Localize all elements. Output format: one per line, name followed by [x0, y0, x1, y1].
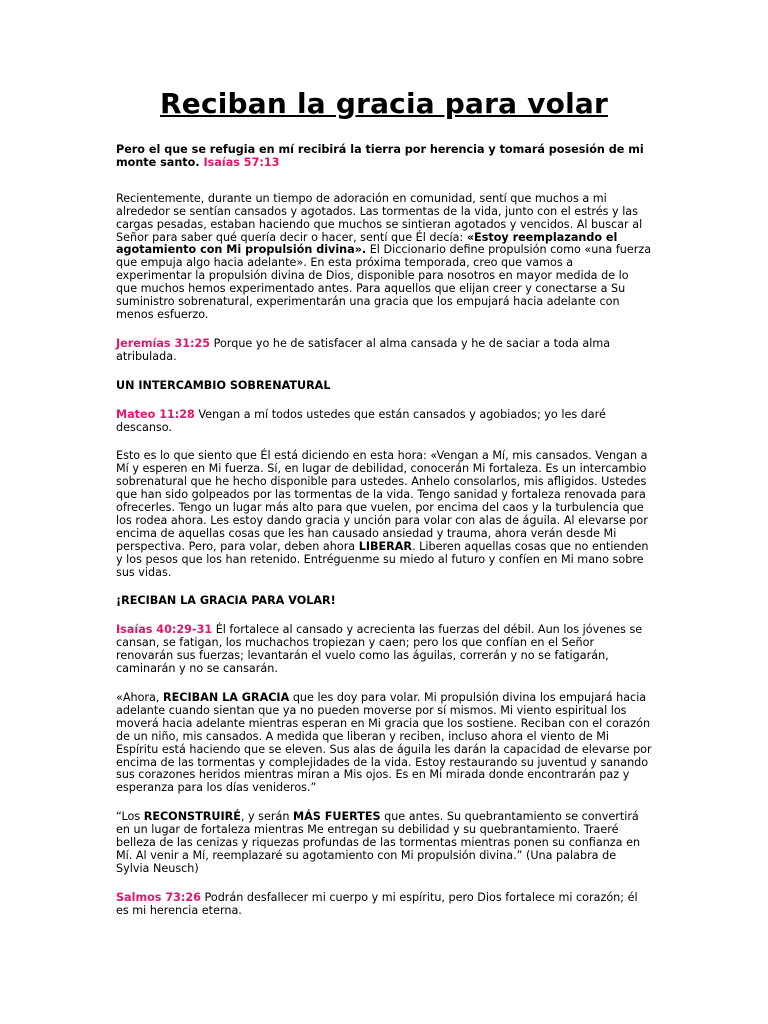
- paragraph-reciban-text-a: «Ahora,: [116, 691, 164, 704]
- verse-isaias-text: Él fortalece al cansado y acrecienta las fuerzas del débil. Aun los jóvenes se cansan, se fatigan, los muchachos tropiezan y caen; pero los que confían en el Señor renovarán sus fuerzas; levantarán el vuelo como las águilas, correrán y no se fatigarán, caminarán y no se cansarán.: [116, 623, 643, 676]
- document-page: [116, 86, 652, 934]
- paragraph-reciban-text-b: que les doy para volar. Mi propulsión divina los empujará hacia adelante cuando sientan que ya no pueden moverse por sí mismos. Mi viento espiritual los moverá hacia adelante mientras esperan en Mi gracia que los sostiene. Reciban con el corazón de un niño, mis cansados. A medida que liberan y reciben, incluso ahora el viento de Mi Espíritu está haciendo que se eleven. Sus alas de águila les darán la capacidad de elevarse por encima de las tormentas y complejidades de la vida. Estoy restaurando su juventud y sanando sus corazones heridos mientras miran a Mis ojos. Es en Mi mirada donde encontrarán paz y esperanza para los días venideros.”: [116, 691, 652, 795]
- paragraph-opening: [116, 193, 652, 322]
- paragraph-reciban-gracia: [116, 692, 652, 795]
- paragraph-prophetic-text-a: Esto es lo que siento que Él está diciendo en esta hora: «Vengan a Mí, mis cansados. Vengan a Mí y esperen en Mi fuerza. Sí, en lugar de debilidad, conocerán Mi fortaleza. Es un intercambio sobrenatural que he hecho disponible para ustedes. Anhelo consolarlos, mis afligidos. Ustedes que han sido golpeados por las tormentas de la vida. Tengo sanidad y fortaleza renovada para ofrecerles. Tengo un lugar más alto para que vuelen, por encima del caos y la turbulencia que los rodea ahora. Les estoy dando gracia y unción para volar con alas de águila. Al elevarse por encima de aquellas cosas que les han causado ansiedad y trauma, ahora verán desde Mi perspectiva. Pero, para volar, deben ahora: [116, 449, 648, 553]
- verse-salmos-text: Podrán desfallecer mi cuerpo y mi espíritu, pero Dios fortalece mi corazón; él es mi herencia eterna.: [116, 890, 638, 917]
- intro-verse-text: Pero el que se refugia en mí recibirá la tierra por herencia y tomará posesión de mi monte santo.: [116, 143, 644, 169]
- intro-verse: [116, 144, 652, 170]
- verse-isaias-reference: Isaías 40:29-31: [116, 623, 213, 637]
- verse-mateo-reference: Mateo 11:28: [116, 407, 195, 421]
- paragraph-opening-text-a: Recientemente, durante un tiempo de adoración en comunidad, sentí que muchos a mi alrededor se sentían cansados y agotados. Las tormentas de la vida, junto con el estrés y las cargas pesadas, estaban haciendo que muchos se sintieran agotados y vencidos. Al buscar al Señor para saber qué quería decir o hacer, sentí que Él decía:: [116, 191, 643, 244]
- verse-mateo-text: Vengan a mí todos ustedes que están cansados y agobiados; yo les daré descanso.: [116, 407, 606, 434]
- paragraph-prophetic-text-b: . Liberen aquellas cosas que no entienden y los pesos que los han retenido. Entréguenme su miedo al futuro y confíen en Mi mano sobre sus vidas.: [116, 539, 649, 579]
- paragraph-reconstruire-text-c: que antes. Su quebrantamiento se convertirá en un lugar de fortaleza mientras Me entregan su debilidad y su quebrantamiento. Traeré belleza de las cenizas y riquezas profundas de las tormentas mientras ponen su confianza en Mí. Al venir a Mí, reemplazaré su agotamiento con Mi propulsión divina.” (Una palabra de Sylvia Neusch): [116, 810, 641, 875]
- paragraph-reconstruire: [116, 811, 652, 876]
- verse-jeremias: [116, 338, 652, 364]
- verse-salmos: [116, 892, 652, 918]
- paragraph-prophetic-word: [116, 450, 652, 579]
- paragraph-reconstruire-text-b: , y serán: [240, 810, 293, 824]
- document-title: Reciban la gracia para volar: [160, 87, 608, 120]
- paragraph-reconstruire-text-a: “Los: [116, 810, 144, 824]
- paragraph-reciban-bold: RECIBAN LA GRACIA: [163, 691, 290, 704]
- section-heading-intercambio: UN INTERCAMBIO SOBRENATURAL: [116, 378, 331, 392]
- paragraph-opening-bold: «Estoy reemplazando el agotamiento con Mi propulsión divina».: [116, 230, 618, 257]
- section-heading-reciban: ¡RECIBAN LA GRACIA PARA VOLAR!: [116, 594, 336, 608]
- paragraph-prophetic-bold: LIBERAR: [358, 539, 413, 553]
- verse-mateo: [116, 409, 652, 435]
- verse-salmos-reference: Salmos 73:26: [116, 890, 201, 904]
- paragraph-reconstruire-bold-1: RECONSTRUIRÉ: [143, 810, 241, 824]
- verse-jeremias-reference: Jeremías 31:25: [116, 336, 211, 350]
- verse-jeremias-text: Porque yo he de satisfacer al alma cansada y he de saciar a toda alma atribulada.: [116, 336, 611, 363]
- paragraph-opening-text-b: El Diccionario define propulsión como «una fuerza que empuja algo hacia adelante». En esta próxima temporada, creo que vamos a experimentar la propulsión divina de Dios, disponible para nosotros en mayor medida de lo que muchos hemos experimentado antes. Para aquellos que elijan creer y conectarse a Su suministro sobrenatural, experimentarán una gracia que los empujará hacia adelante con menos esfuerzo.: [116, 243, 652, 321]
- paragraph-reconstruire-bold-2: MÁS FUERTES: [292, 810, 381, 824]
- intro-verse-reference: Isaías 57:13: [203, 155, 280, 169]
- verse-isaias: [116, 624, 652, 676]
